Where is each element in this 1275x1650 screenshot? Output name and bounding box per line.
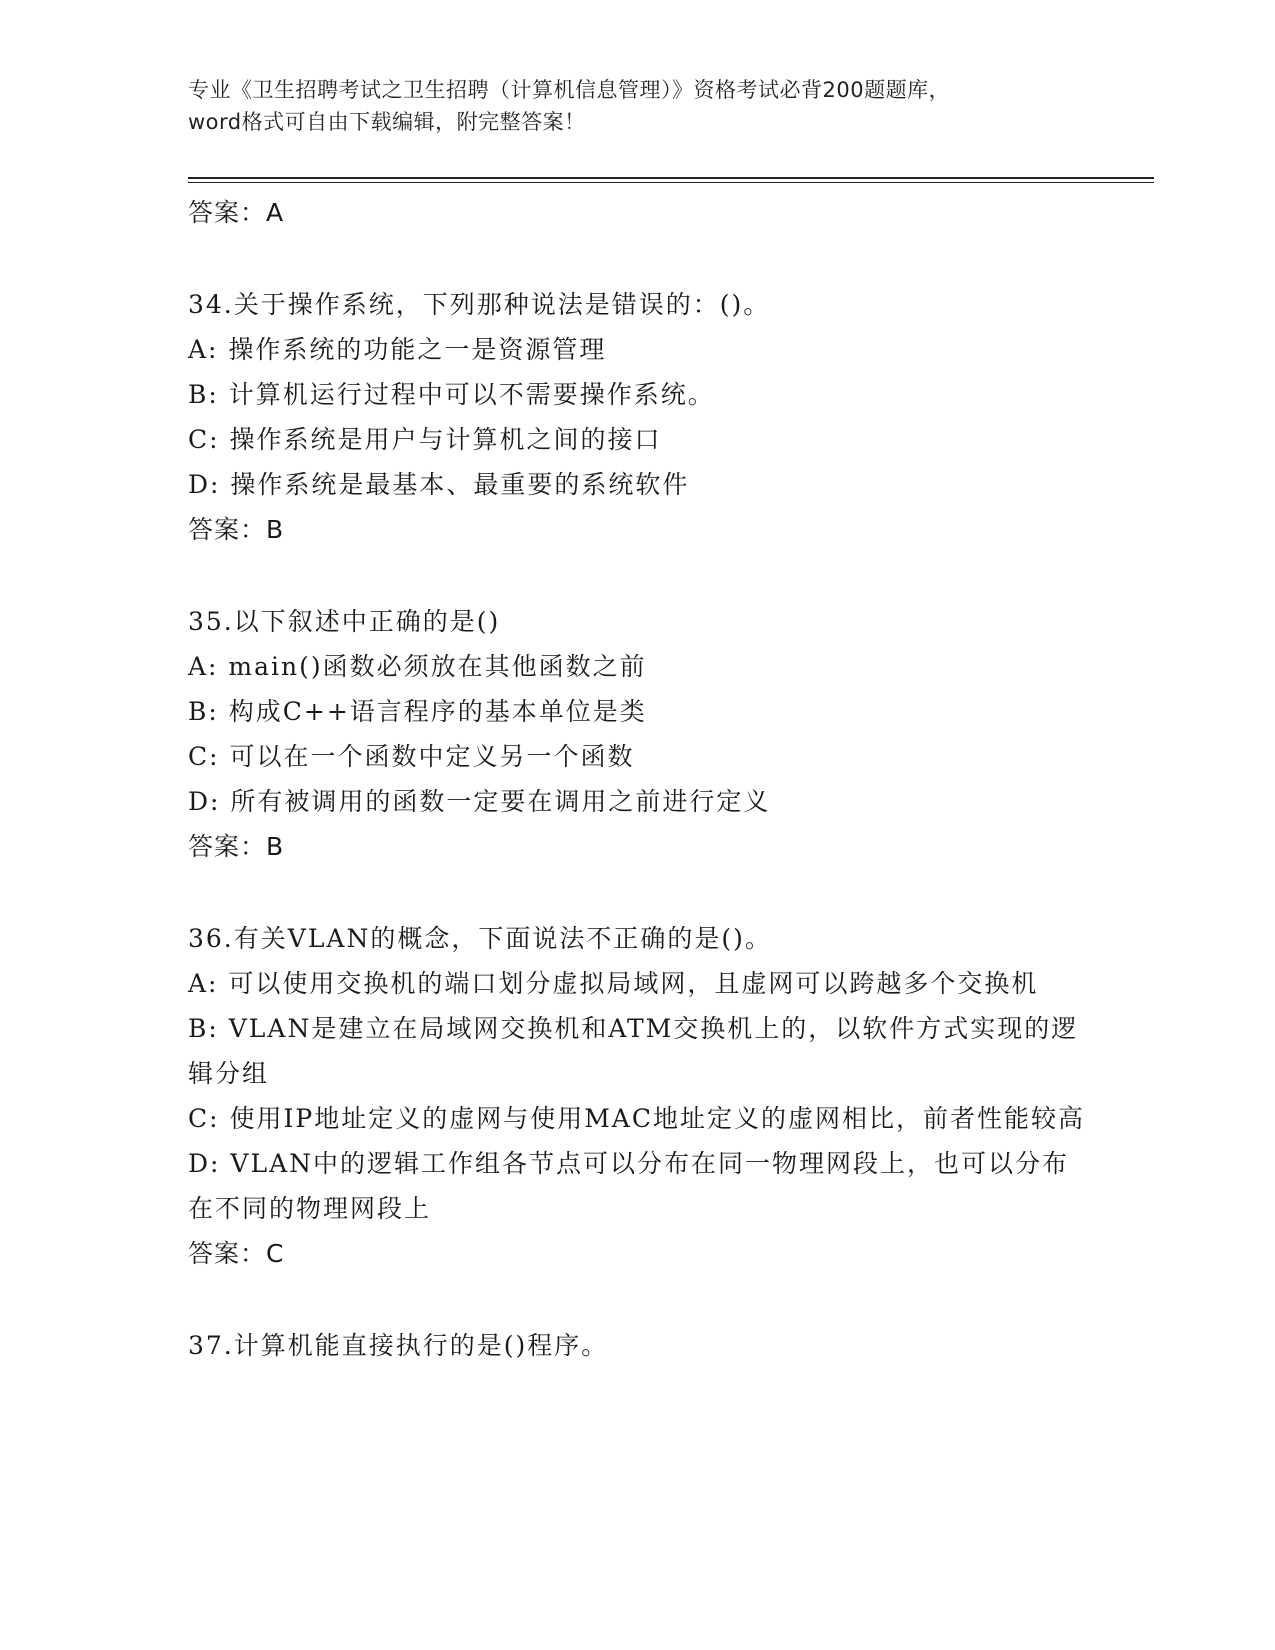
question-answer: 答案：B — [188, 515, 285, 544]
question-answer: 答案：B — [188, 832, 285, 861]
option-d: D: VLAN中的逻辑工作组各节点可以分布在同一物理网段上，也可以分布在不同的物理网段上 — [188, 1149, 1070, 1223]
option-c: C: 使用IP地址定义的虚网与使用MAC地址定义的虚网相比，前者性能较高 — [188, 1104, 1085, 1133]
header-divider-thin — [188, 182, 1154, 183]
question-stem: 35.以下叙述中正确的是() — [188, 607, 501, 636]
question-stem: 36.有关VLAN的概念，下面说法不正确的是()。 — [188, 924, 772, 953]
header-line-1: 专业《卫生招聘考试之卫生招聘（计算机信息管理）》资格考试必背200题题库， — [188, 78, 951, 102]
spacer — [188, 869, 1088, 916]
spacer — [188, 552, 1088, 599]
question-35 — [188, 599, 1088, 869]
option-b: B: 构成C++语言程序的基本单位是类 — [188, 697, 647, 726]
option-b: B: VLAN是建立在局域网交换机和ATM交换机上的，以软件方式实现的逻辑分组 — [188, 1014, 1079, 1088]
option-c: C: 操作系统是用户与计算机之间的接口 — [188, 425, 662, 454]
spacer — [188, 1276, 1088, 1323]
question-stem: 37.计算机能直接执行的是()程序。 — [188, 1331, 609, 1360]
document-header — [188, 74, 1088, 138]
question-36 — [188, 916, 1088, 1276]
option-d: D: 操作系统是最基本、最重要的系统软件 — [188, 470, 690, 499]
header-line-2: word格式可自由下载编辑，附完整答案！ — [188, 110, 586, 134]
option-d: D: 所有被调用的函数一定要在调用之前进行定义 — [188, 787, 771, 816]
question-34 — [188, 282, 1088, 552]
option-a: A: main()函数必须放在其他函数之前 — [188, 652, 647, 681]
spacer — [188, 235, 1088, 282]
question-answer: 答案：C — [188, 1239, 285, 1268]
previous-answer: 答案：A — [188, 198, 285, 227]
option-a: A: 可以使用交换机的端口划分虚拟局域网，且虚网可以跨越多个交换机 — [188, 969, 1039, 998]
document-body — [188, 190, 1088, 1368]
question-37 — [188, 1323, 1088, 1368]
option-a: A: 操作系统的功能之一是资源管理 — [188, 335, 607, 364]
header-divider-thick — [188, 177, 1154, 179]
option-c: C: 可以在一个函数中定义另一个函数 — [188, 742, 635, 771]
question-stem: 34.关于操作系统，下列那种说法是错误的：()。 — [188, 290, 771, 319]
option-b: B: 计算机运行过程中可以不需要操作系统。 — [188, 380, 715, 409]
